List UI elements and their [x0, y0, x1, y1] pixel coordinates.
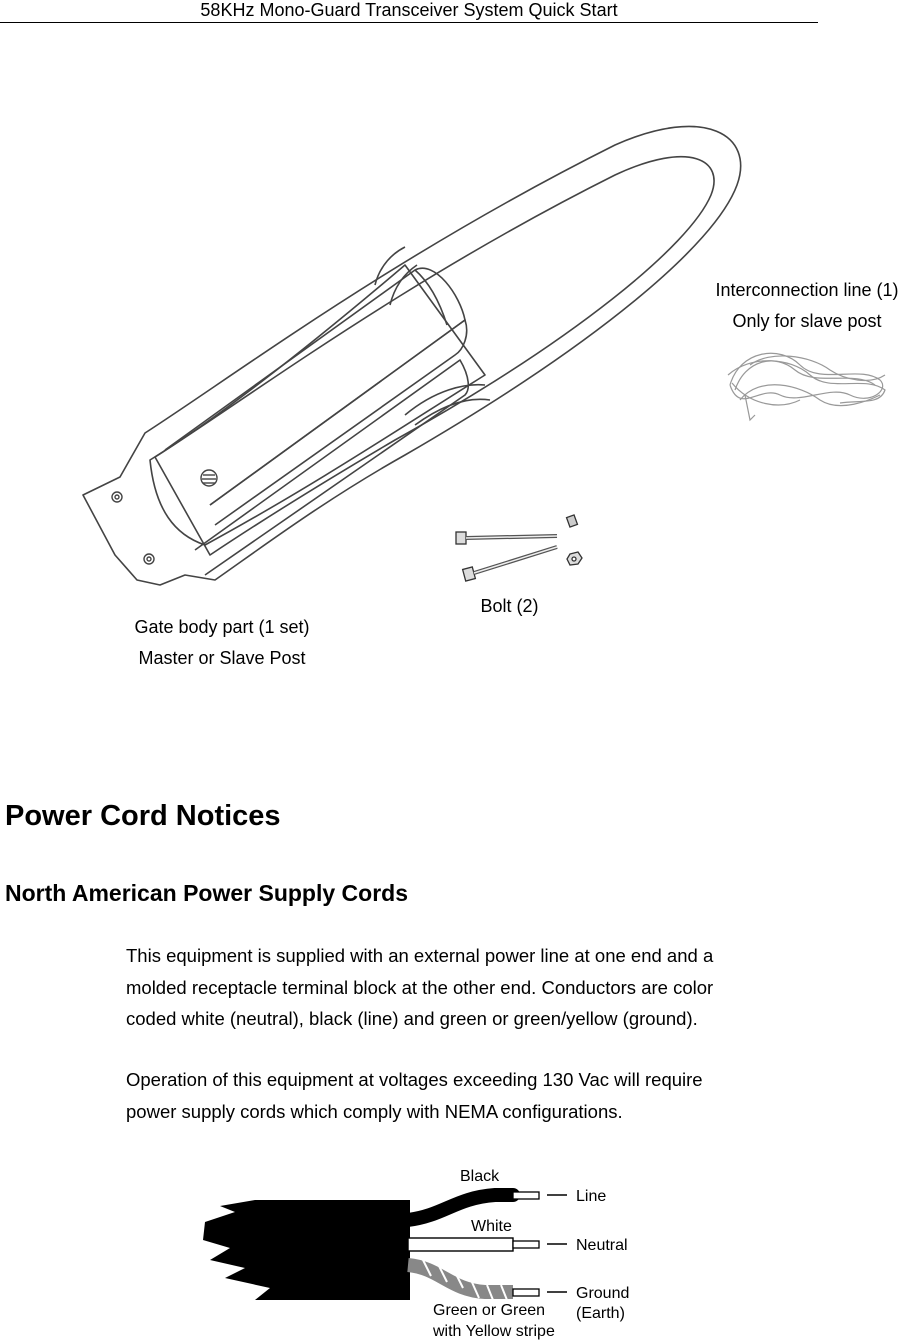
white-wire — [408, 1238, 513, 1251]
interconnection-caption — [702, 275, 912, 337]
paragraph-line: Operation of this equipment at voltages exceeding 130 Vac will require — [126, 1069, 703, 1090]
bolt-illustration — [452, 510, 592, 585]
gate-body-note: Master or Slave Post — [138, 648, 306, 668]
ground-wire — [408, 1265, 513, 1292]
cord-jacket — [203, 1200, 410, 1300]
page-header — [0, 0, 818, 23]
gate-body-caption — [112, 612, 332, 674]
section-subtitle: North American Power Supply Cords — [5, 880, 408, 906]
black-wire — [408, 1195, 513, 1220]
line-label: Line — [576, 1188, 607, 1205]
section-title: Power Cord Notices — [5, 800, 281, 832]
paragraph-line: molded receptacle terminal block at the other end. Conductors are color — [126, 976, 714, 998]
interconnection-cable-illustration — [720, 345, 890, 430]
interconnection-label: Interconnection line (1) — [715, 280, 899, 300]
header-title: 58KHz Mono-Guard Transceiver System Quick Start — [200, 0, 618, 20]
paragraph-1 — [126, 940, 826, 1035]
bolt-caption — [462, 591, 557, 622]
paragraph-line: This equipment is supplied with an external power line at one end and a — [126, 945, 714, 966]
black-label: Black — [460, 1168, 500, 1185]
bolt-label: Bolt (2) — [480, 596, 539, 616]
paragraph-line: power supply cords which comply with NEMA configurations. — [126, 1100, 623, 1122]
earth-label: (Earth) — [576, 1305, 625, 1322]
gate-body-label: Gate body part (1 set) — [134, 617, 310, 637]
green-label-2: with Yellow stripe — [433, 1323, 555, 1340]
green-label-1: Green or Green — [433, 1302, 546, 1319]
neutral-label: Neutral — [576, 1237, 628, 1254]
interconnection-note: Only for slave post — [732, 311, 882, 331]
gate-body-illustration — [75, 115, 765, 595]
ground-label: Ground — [576, 1285, 630, 1302]
paragraph-2 — [126, 1064, 826, 1127]
power-cord-diagram — [195, 1160, 655, 1342]
paragraph-line: coded white (neutral), black (line) and green or green/yellow (ground). — [126, 1008, 698, 1029]
white-label: White — [471, 1218, 512, 1235]
